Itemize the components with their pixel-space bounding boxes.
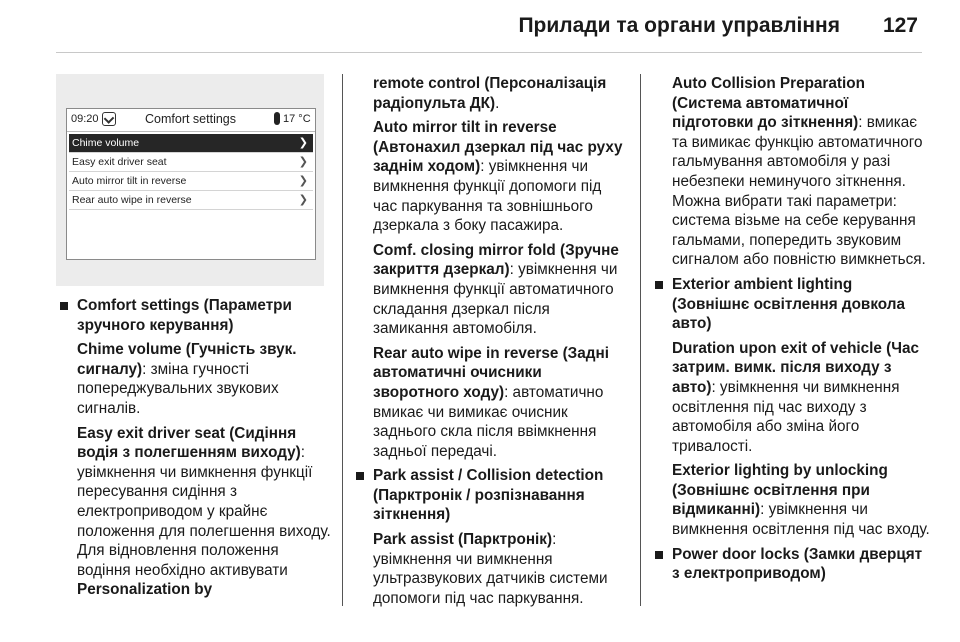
term-park-assist: Park assist (Парктронік) <box>373 531 553 549</box>
paragraph-chime-volume <box>60 340 332 418</box>
header-rule <box>56 52 922 53</box>
paragraph-unlock-lighting <box>655 461 930 539</box>
thermometer-icon <box>274 112 280 125</box>
term-chime-volume: Chime volume (Гучність звук. сигналу) <box>77 341 297 378</box>
term-mirror-tilt: Auto mirror tilt in reverse (Автонахил дзеркал під час руху заднім ходом) <box>373 119 623 176</box>
menu-item-chime-volume[interactable] <box>69 134 313 153</box>
text-easy-exit: : увімкнення чи вимкнення функції пересування сидіння з електроприводом у крайнє положення для полегшення виходу. Для відновлення положення водіння необхідно активувати <box>77 444 331 579</box>
column-divider <box>342 74 343 606</box>
term-unlock-lighting: Exterior lighting by unlocking (Зовнішнє освітлення при відмиканні) <box>672 462 888 519</box>
menu-item-label: Rear auto wipe in reverse <box>72 194 192 206</box>
chevron-right-icon: ❯ <box>298 175 308 187</box>
menu-item-easy-exit[interactable] <box>69 153 313 172</box>
display-temperature: 17 °C <box>283 113 311 125</box>
chevron-right-icon: ❯ <box>298 156 308 168</box>
paragraph-rear-wipe <box>356 344 628 462</box>
column-1 <box>60 296 332 605</box>
paragraph-park-assist <box>356 530 628 608</box>
term-personalization: Personalization by <box>77 581 213 599</box>
checkmark-icon <box>102 112 116 126</box>
page-number: 127 <box>882 14 918 37</box>
text-unlock-lighting: : увімкнення чи вимкнення освітлення під час входу. <box>672 501 930 539</box>
term-mirror-fold: Comf. closing mirror fold (Зручне закриття дзеркал) <box>373 241 619 279</box>
comfort-settings-screenshot <box>56 74 324 286</box>
column-divider <box>640 74 641 606</box>
menu-item-label: Easy exit driver seat <box>72 156 167 168</box>
text-period: . <box>495 94 500 112</box>
text-collision-prep: : вмикає та вимикає функцію автоматичного гальмування автомобіля у разі небезпеки неминучого зіткнення. Можна вибрати такі параметри: система візьме на себе керування гальмами, попередить звуковим сигналом або повністю вимкнеться. <box>672 114 926 269</box>
term-collision-prep: Auto Collision Preparation (Система автоматичної підготовки до зіткнення) <box>672 75 865 132</box>
paragraph-easy-exit <box>60 424 332 600</box>
display-status-bar <box>67 109 315 132</box>
text-mirror-tilt: : увімкнення чи вимкнення функції допомоги під час паркування та зовнішнього дзеркала з боку пасажира. <box>373 158 602 235</box>
column-3 <box>655 74 930 589</box>
text-park-assist: : увімкнення чи вимкнення ультразвукових датчиків системи допомоги під час паркування. <box>373 531 608 607</box>
display-title: Comfort settings <box>145 112 237 126</box>
paragraph-collision-prep <box>655 74 930 270</box>
paragraph-personalization-cont <box>356 74 628 113</box>
bullet-park-assist: Park assist / Collision detection (Парктронік / розпізнавання зіткнення) <box>356 466 628 525</box>
menu-item-label: Auto mirror tilt in reverse <box>72 175 187 187</box>
text-mirror-fold: : увімкнення чи вимкнення функції автоматичного складання дзеркал після замикання автомобіля. <box>373 261 618 338</box>
term-duration-exit: Duration upon exit of vehicle (Час затрим. вимк. після виходу з авто) <box>672 339 920 396</box>
text-chime-volume: : зміна гучності попереджувальних звукових сигналів. <box>77 360 279 417</box>
text-duration-exit: : увімкнення чи вимкнення освітлення під час виходу з автомобіля або зміна його тривалості. <box>672 378 900 455</box>
menu-item-auto-mirror-tilt[interactable] <box>69 172 313 191</box>
column-2 <box>356 74 628 613</box>
bullet-exterior-lighting: Exterior ambient lighting (Зовнішнє освітлення довкола авто) <box>655 275 930 334</box>
menu-item-rear-auto-wipe[interactable] <box>69 191 313 210</box>
chevron-right-icon: ❯ <box>298 194 308 206</box>
paragraph-mirror-tilt <box>356 118 628 236</box>
term-remote-control: remote control (Персоналізація радіопульта ДК) <box>373 75 607 112</box>
paragraph-duration-exit <box>655 339 930 457</box>
text-rear-wipe: : автоматично вмикає чи вимикає очисник заднього скла після ввімкнення задньої передачі. <box>373 383 604 460</box>
term-easy-exit: Easy exit driver seat (Сидіння водія з полегшенням виходу) <box>77 424 301 462</box>
page-title: Прилади та органи управління <box>518 14 840 37</box>
chevron-right-icon: ❯ <box>298 137 308 149</box>
bullet-comfort-settings: Comfort settings (Параметри зручного керування) <box>60 296 332 335</box>
menu-item-label: Chime volume <box>72 137 140 149</box>
display-screen <box>66 108 316 260</box>
page-header <box>0 0 960 60</box>
paragraph-mirror-fold <box>356 241 628 339</box>
bullet-power-door-locks: Power door locks (Замки дверцят з електроприводом) <box>655 545 930 584</box>
display-time: 09:20 <box>71 113 99 125</box>
term-rear-wipe: Rear auto wipe in reverse (Задні автоматичні очисники зворотного ходу) <box>373 344 609 401</box>
